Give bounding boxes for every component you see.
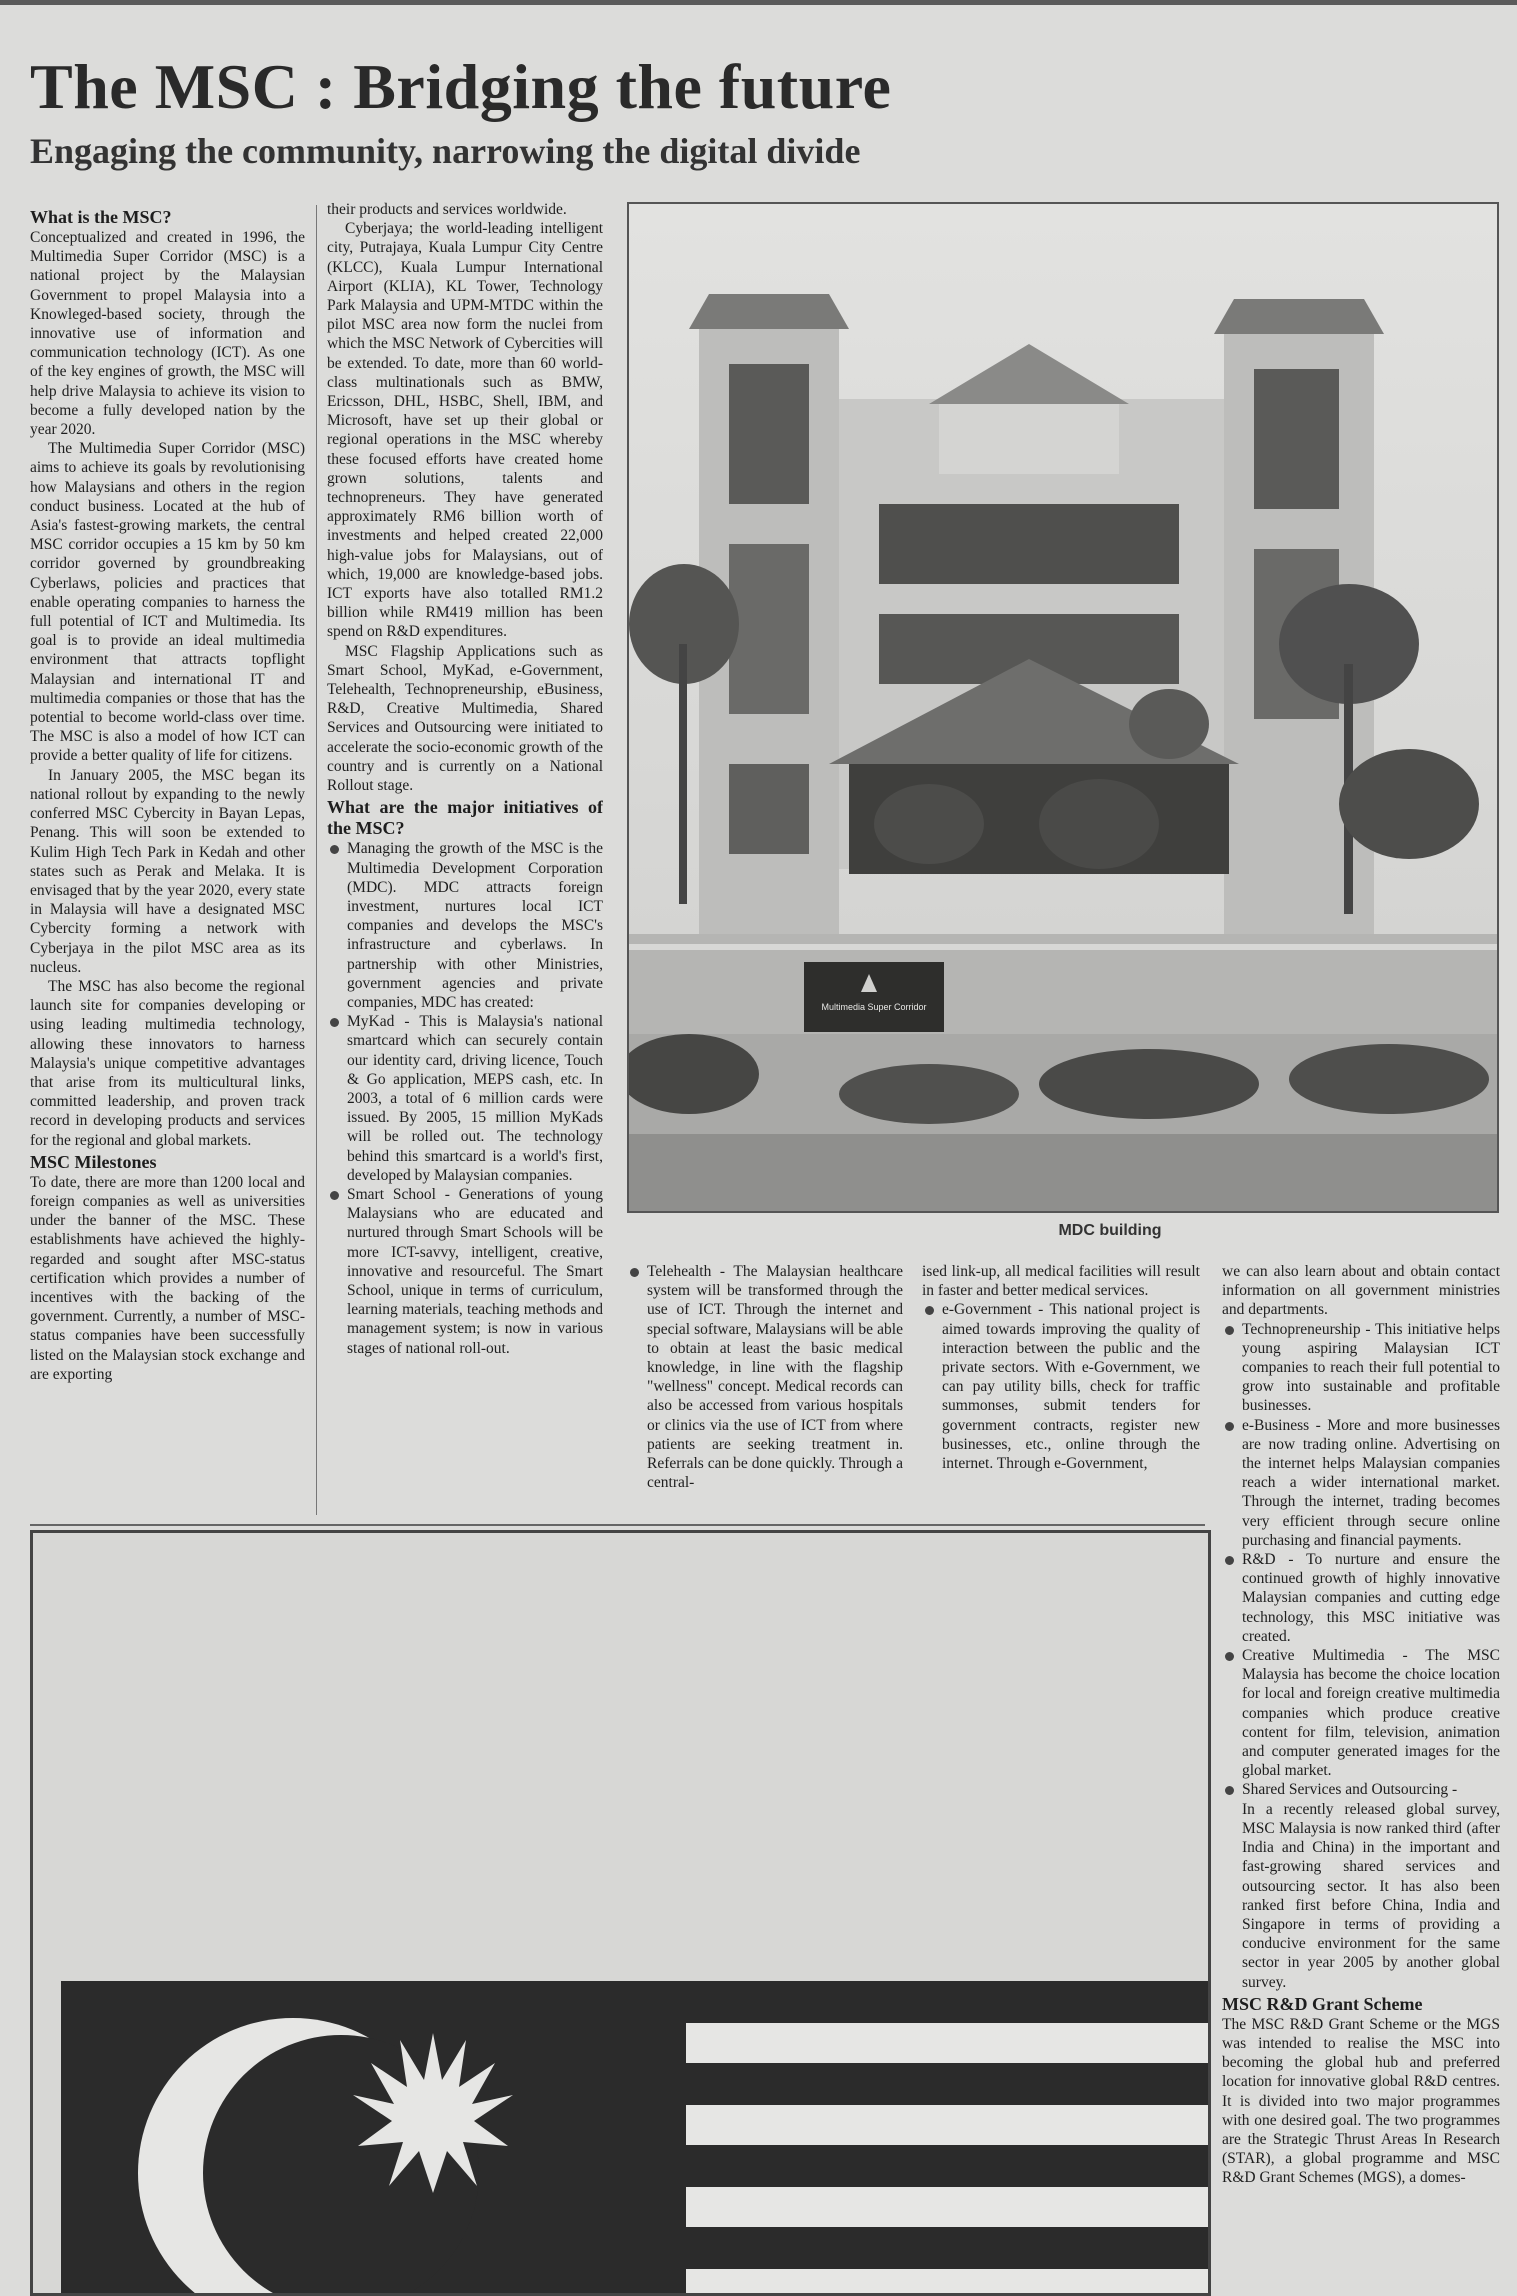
list-item: Creative Multimedia - The MSC Malaysia has become the choice location for local and foreign creative multimedia companies which produce creative content for film, television, animation and computer generated images for the global market.	[1222, 1646, 1500, 1780]
section-heading-initiatives: What are the major initiatives of the MSC?	[327, 797, 603, 839]
advertisement-box	[30, 1530, 1211, 2296]
paragraph: their products and services worldwide.	[327, 201, 567, 218]
malaysia-flag-graphic	[33, 1533, 1208, 2293]
photo-caption: MDC building	[1058, 1222, 1162, 1239]
column-divider	[316, 205, 317, 1515]
list-item: e-Business - More and more businesses are now trading online. Advertising on the internet helps Malaysian companies reach a wider international market. Through the internet, trading becomes very efficient through secure online purchasing and financial payments.	[1222, 1416, 1500, 1550]
msc-sign	[804, 962, 944, 1032]
list-item: MyKad - This is Malaysia's national smartcard which can securely contain our identity card, driving licence, Touch & Go application, MEPS cash, etc. In 2003, a total of 6 million cards were issued. By 2005, 15 million MyKads will be rolled out. The technology behind this smartcard is a world's first, developed by Malaysian companies.	[327, 1012, 603, 1185]
list-item: Smart School - Generations of young Malaysians who are educated and nurtured through Smart Schools will be more ICT-savvy, intelligent, creative, innovative and resourceful. The Smart School, unique in terms of curriculum, learning materials, teaching methods and management system; is now in various stages of national roll-out.	[327, 1185, 603, 1358]
section-heading-grant-scheme: MSC R&D Grant Scheme	[1222, 1993, 1423, 2014]
column-2	[327, 200, 603, 1520]
column-4	[922, 1262, 1200, 1520]
paragraph: To date, there are more than 1200 local and foreign companies as well as universities under the banner of the MSC. These establishments have achieved the highly-regarded and sought after MSC-status certification which provides a number of incentives with the backing of the government. Currently, a number of MSC-status companies have been successfully listed on the Malaysian stock exchange and are exporting	[30, 1173, 305, 1383]
list-item: R&D - To nurture and ensure the continued growth of highly innovative Malaysian companies and cutting edge technology, this MSC initiative was created.	[1222, 1550, 1500, 1646]
list-item: Technopreneurship - This initiative helps young aspiring Malaysian ICT companies to reach their full potential to grow into sustainable and profitable businesses.	[1222, 1320, 1500, 1416]
list-item: e-Government - This national project is aimed towards improving the quality of interaction between the public and the private sectors. With e-Government, we can pay utility bills, check for traffic summonses, submit tenders for government contracts, register new businesses, etc., online through the internet. Through e-Government,	[922, 1300, 1200, 1473]
column-5	[1222, 1262, 1500, 2285]
section-heading-milestones: MSC Milestones	[30, 1151, 157, 1172]
list-item	[1222, 1780, 1500, 1991]
list-item-text: In a recently released global survey, MSC Malaysia is now ranked third (after India and China) in the important and fast-growing shared services and outsourcing sector. It has also been ranked first before China, India and Singapore in terms of providing a conducive environment for the same sector in year 2005 by another global survey.	[1242, 1800, 1500, 1991]
initiatives-list-cont	[627, 1262, 903, 1492]
column-1	[30, 205, 305, 1520]
flag-stripes	[686, 1981, 1208, 2293]
paragraph: we can also learn about and obtain contact information on all government ministries and departments.	[1222, 1263, 1500, 1319]
headline: The MSC : Bridging the future	[30, 51, 892, 122]
list-item: Managing the growth of the MSC is the Multimedia Development Corporation (MDC). MDC attracts foreign investment, nurtures local ICT companies and develops the MSC's infrastructure and cyberlaws. In partnership with other Ministries, government agencies and private companies, MDC has created:	[327, 839, 603, 1012]
column-3	[627, 1262, 903, 1520]
initiatives-list	[327, 839, 603, 1357]
paragraph: MSC Flagship Applications such as Smart School, MyKad, e-Government, Telehealth, Technopreneurship, eBusiness, R&D, Creative Multimedia, Shared Services and Outsourcing were initiated to accelerate the socio-economic growth of the country and is currently on a National Rollout stage.	[327, 642, 603, 795]
list-item: Telehealth - The Malaysian healthcare system will be transformed through the use of ICT. Through the internet and special software, Malaysians will be able to obtain at least the basic medical knowledge, in line with the flagship "wellness" concept. Medical records can also be accessed from various hospitals or clinics via the use of ICT from where patients are seeking treatment in. Referrals can be done quickly. Through a central-	[627, 1262, 903, 1492]
top-rule	[0, 0, 1517, 5]
paragraph: ised link-up, all medical facilities will result in faster and better medical services.	[922, 1263, 1200, 1300]
mdc-building-photo	[627, 202, 1499, 1213]
sign-text: Multimedia Super Corridor	[821, 1002, 927, 1012]
paragraph: Conceptualized and created in 1996, the Multimedia Super Corridor (MSC) is a national project by the Malaysian Government to propel Malaysia into a Knowleged-based society, through the innovative use of information and communication technology (ICT). As one of the key engines of growth, the MSC will help drive Malaysia to achieve its vision to become a fully developed nation by the year 2020.	[30, 229, 305, 439]
section-heading-what-is-msc: What is the MSC?	[30, 207, 172, 227]
paragraph: Cyberjaya; the world-leading intelligent city, Putrajaya, Kuala Lumpur City Centre (KLCC), Kuala Lumpur International Airport (KLIA), KL Tower, Technology Park Malaysia and UPM-MTDC within the pilot MSC area now form the nuclei from which the MSC Network of Cybercities will be extended. To date, more than 60 world-class multinationals such as BMW, Ericsson, DHL, HSBC, Shell, IBM, and Microsoft, have set up their global or regional operations in the MSC whereby these focused efforts have created home grown solutions, talents and technopreneurs. They have generated approximately RM6 billion worth of investments and helped created 22,000 high-value jobs for Malaysians, out of which, 19,000 are knowledge-based jobs. ICT exports have also totalled RM1.2 billion while RM419 million has been spend on R&D expenditures.	[327, 220, 603, 641]
building-illustration	[629, 204, 1497, 1211]
initiatives-list-cont	[922, 1300, 1200, 1473]
list-item-title: Shared Services and Outsourcing -	[1242, 1781, 1458, 1799]
paragraph: In January 2005, the MSC began its national rollout by expanding to the newly conferred MSC Cybercity in Bayan Lepas, Penang. This will soon be extended to Kulim High Tech Park in Kedah and other states such as Perak and Melaka. It is envisaged that by the year 2020, every state in Malaysia will have a designated MSC Cybercity forming a network with Cyberjaya in the pilot MSC area as its nucleus.	[30, 766, 305, 976]
section-divider	[30, 1524, 1205, 1526]
paragraph: The MSC has also become the regional launch site for companies developing or using leading multimedia technology, allowing these innovators to harness Malaysia's unique competitive advantages that arise from its multicultural links, committed leadership, and proven track record in developing products and services for the regional and global markets.	[30, 977, 305, 1149]
paragraph: The Multimedia Super Corridor (MSC) aims to achieve its goals by revolutionising how Malaysians and others in the region conduct business. Located at the hub of Asia's fastest-growing markets, the central MSC corridor occupies a 15 km by 50 km corridor governed by groundbreaking Cyberlaws, policies and practices that enable operating companies to harness the full potential of ICT and Multimedia. Its goal is to provide an ideal multimedia environment that attracts topflight Malaysian and international IT and multimedia companies or those that has the potential to become world-class over time. The MSC is also a model of how ICT can provide a better quality of life for citizens.	[30, 440, 305, 765]
subheadline: Engaging the community, narrowing the digital divide	[30, 131, 861, 171]
initiatives-list-cont	[1222, 1320, 1500, 1992]
paragraph: The MSC R&D Grant Scheme or the MGS was intended to realise the MSC into becoming the global hub and preferred location for innovative global R&D centres. It is divided into two major programmes with one desired goal. The two programmes are the Strategic Thrust Areas In Research (STAR), a global programme and MSC R&D Grant Schemes (MGS), a domes-	[1222, 2015, 1500, 2187]
